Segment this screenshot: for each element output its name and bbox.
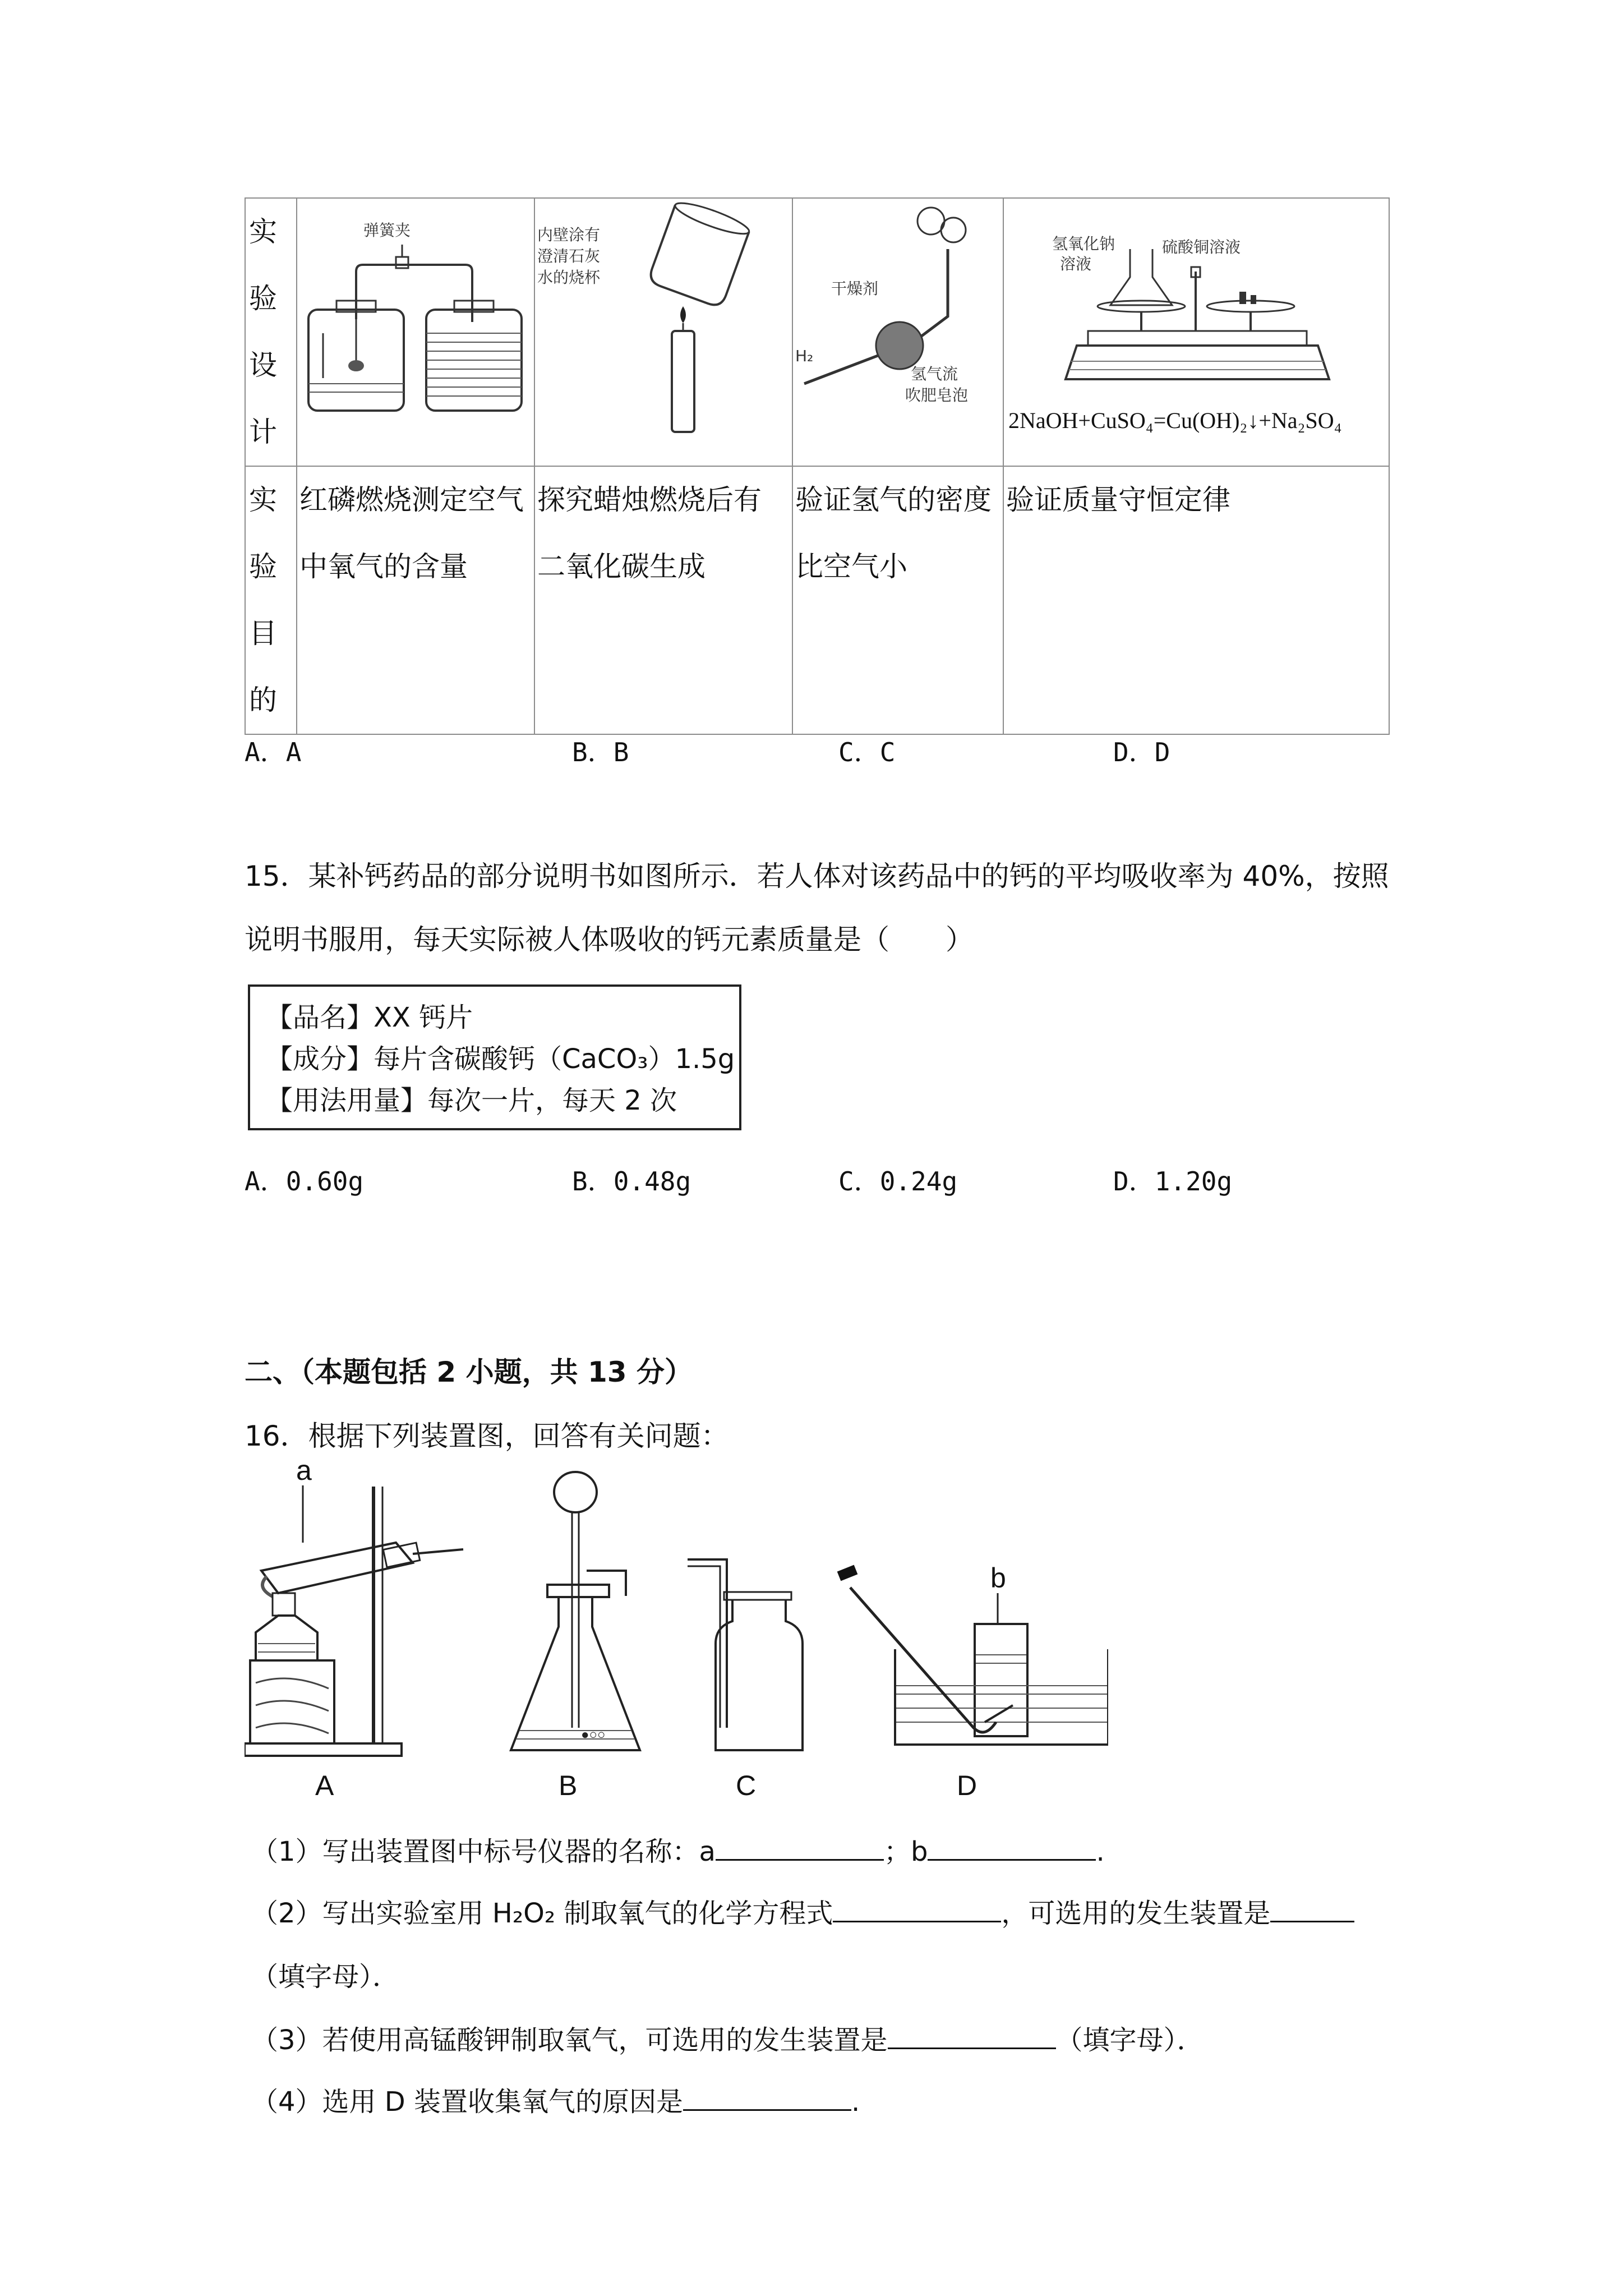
purpose-cell-b (534, 466, 792, 734)
q16-part1-end: . (1096, 1836, 1105, 1867)
h2-flow-label: 氢气流 (911, 365, 958, 383)
q16-part2-prefix: （2）写出实验室用 H₂O₂ 制取氧气的化学方程式 (251, 1898, 833, 1929)
q16-part2-mid: ，可选用的发生装置是 (1001, 1898, 1271, 1929)
design-figure-a (297, 198, 534, 466)
beaker-note-line: 澄清石灰 (537, 247, 601, 265)
apparatus-label-c: C (736, 1770, 757, 1801)
answer-blank-reason[interactable] (683, 2083, 851, 2111)
apparatus-c (688, 1559, 803, 1801)
answer-blank-generator[interactable] (1270, 1895, 1354, 1922)
phosphorus-apparatus-figure (297, 199, 535, 455)
q15-option-c[interactable]: C．0.24g (838, 1166, 958, 1197)
lab-apparatus-figure (245, 1458, 1108, 1812)
q16-part4 (251, 2080, 860, 2119)
row-header-char: 目 (249, 617, 277, 650)
apparatus-label-b: B (559, 1770, 578, 1801)
q16-stem: 16．根据下列装置图，回答有关问题： (245, 1420, 729, 1452)
apparatus-b (511, 1472, 640, 1801)
q16-part3-end: （填字母）． (1055, 2024, 1204, 2056)
row-header-char: 实 (249, 215, 277, 248)
apparatus-label-a: A (315, 1770, 334, 1801)
desiccant-label: 干燥剂 (831, 279, 879, 298)
q16-part1 (251, 1830, 1105, 1869)
section-title: 二、（本题包括 2 小题，共 13 分） (245, 1356, 693, 1388)
purpose-cell-d (1003, 466, 1389, 734)
marker-b: b (990, 1562, 1006, 1594)
design-figure-c (792, 198, 1003, 466)
row-header-char: 实 (249, 484, 277, 516)
marker-a: a (296, 1458, 312, 1486)
purpose-text: 红磷燃烧测定空气 中氧气的含量 (299, 484, 524, 583)
apparatus-label-d: D (957, 1770, 978, 1801)
row-header-char: 设 (249, 349, 277, 381)
medicine-ingredient: 【成分】每片含碳酸钙（CaCO₃）1.5g (266, 1043, 735, 1075)
q16-part4-end: . (851, 2086, 860, 2118)
q15-option-b[interactable]: B．0.48g (572, 1166, 691, 1197)
q15-stem-line2: 说明书服用，每天实际被人体吸收的钙元素质量是（ ） (245, 923, 974, 956)
q14-option-b[interactable]: B．B (572, 737, 629, 767)
q16-part2 (251, 1892, 1354, 1930)
answer-blank-kmno4-generator[interactable] (888, 2022, 1056, 2049)
medicine-dosage: 【用法用量】每次一片，每天 2 次 (266, 1085, 677, 1116)
beaker-note-line: 水的烧杯 (537, 268, 601, 287)
purpose-text: 探究蜡烛燃烧后有 二氧化碳生成 (537, 484, 762, 583)
answer-blank-equation[interactable] (833, 1895, 1001, 1922)
q16-part4-prefix: （4）选用 D 装置收集氧气的原因是 (251, 2086, 684, 2118)
row-header-design (245, 198, 297, 466)
purpose-text: 验证质量守恒定律 (1006, 484, 1230, 516)
beaker-note-line: 内壁涂有 (537, 226, 601, 244)
q16-part1-prefix: （1）写出装置图中标号仪器的名称：a (251, 1836, 716, 1867)
q14-option-c[interactable]: C．C (838, 737, 896, 767)
q15-option-d[interactable]: D．1.20g (1113, 1166, 1233, 1197)
cuso4-label: 硫酸铜溶液 (1162, 238, 1241, 256)
row-header-char: 验 (249, 550, 277, 583)
row-header-purpose (245, 466, 297, 734)
row-header-char: 验 (249, 282, 277, 315)
q15-stem-line1: 15．某补钙药品的部分说明书如图所示．若人体对该药品中的钙的平均吸收率为 40%，按照 (245, 860, 1389, 892)
row-header-char: 计 (249, 416, 277, 448)
purpose-cell-a (297, 466, 534, 734)
answer-blank-a[interactable] (716, 1833, 884, 1861)
purpose-cell-c (792, 466, 1003, 734)
soap-bubble-label: 吹肥皂泡 (905, 386, 969, 404)
purpose-text: 验证氢气的密度 比空气小 (795, 484, 992, 583)
hydrogen-bubble-figure (793, 199, 1004, 455)
q16-part2-line2: （填字母）． (251, 1961, 400, 1993)
q16-part3 (251, 2018, 1204, 2057)
row-header-char: 的 (249, 684, 277, 716)
medicine-label-box (248, 984, 741, 1130)
design-figure-d (1003, 198, 1389, 466)
svg-text:●○○: ●○○ (581, 1727, 606, 1742)
experiment-table (245, 197, 1390, 735)
design-figure-b (534, 198, 792, 466)
reaction-equation: 2NaOH+CuSO₄=Cu(OH)₂↓+Na₂SO₄ (1008, 408, 1342, 433)
q15-option-a[interactable]: A．0.60g (245, 1166, 364, 1197)
candle-beaker-figure (535, 199, 793, 455)
apparatus-d (839, 1562, 1108, 1801)
q16-part1-mid: ；b (883, 1836, 928, 1867)
q14-option-a[interactable]: A．A (245, 737, 302, 767)
q14-option-d[interactable]: D．D (1113, 737, 1170, 767)
medicine-name: 【品名】XX 钙片 (266, 1002, 473, 1033)
naoh-label: 氢氧化钠 (1052, 234, 1115, 253)
q16-part3-prefix: （3）若使用高锰酸钾制取氧气，可选用的发生装置是 (251, 2024, 888, 2056)
spring-clip-label: 弹簧夹 (363, 221, 411, 240)
apparatus-a (245, 1458, 463, 1801)
answer-blank-b[interactable] (928, 1833, 1096, 1861)
naoh-label: 溶液 (1060, 255, 1092, 273)
h2-label: H₂ (795, 347, 814, 365)
